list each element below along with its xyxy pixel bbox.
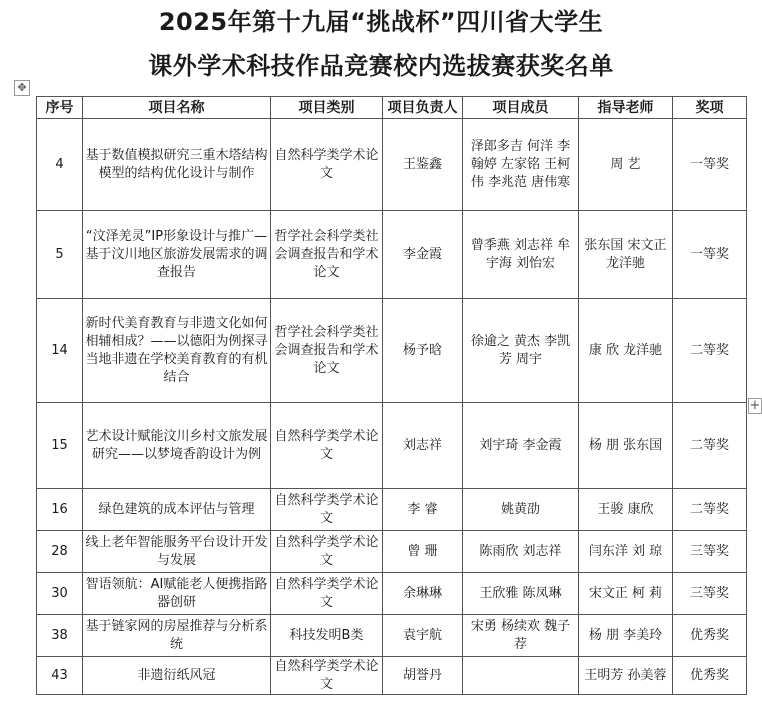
- cell-members: 泽郎多吉 何洋 李翰婷 左家铭 王柯伟 李兆范 唐伟寒: [463, 119, 579, 211]
- awards-table: [36, 96, 747, 695]
- cell-name: 艺术设计赋能汶川乡村文旅发展研究——以梦境香韵设计为例: [83, 403, 271, 489]
- cell-award: 二等奖: [673, 403, 747, 489]
- cell-name: 新时代美育教育与非遗文化如何相辅相成？——以德阳为例探寻当地非遗在学校美育教育的有机结合: [83, 299, 271, 403]
- cell-award: 一等奖: [673, 211, 747, 299]
- cell-name: 智语领航：AI赋能老人便携指路器创研: [83, 573, 271, 615]
- cell-award: 优秀奖: [673, 657, 747, 695]
- cell-award: 优秀奖: [673, 615, 747, 657]
- add-row-icon[interactable]: +: [749, 398, 761, 413]
- cell-advisors: 康 欣 龙洋驰: [579, 299, 673, 403]
- table-row: [37, 531, 747, 573]
- cell-no: 14: [37, 299, 83, 403]
- header-category: 项目类别: [271, 97, 383, 119]
- table-row: [37, 299, 747, 403]
- cell-members: 宋勇 杨续欢 魏子荐: [463, 615, 579, 657]
- cell-name: 线上老年智能服务平台设计开发与发展: [83, 531, 271, 573]
- document-title-line1: 2025年第十九届“挑战杯”四川省大学生: [158, 8, 604, 36]
- cell-name: “汶泽羌灵”IP形象设计与推广—基于汶川地区旅游发展需求的调查报告: [83, 211, 271, 299]
- cell-award: 三等奖: [673, 531, 747, 573]
- cell-leader: 杨予晗: [383, 299, 463, 403]
- cell-advisors: 王明芳 孙美蓉: [579, 657, 673, 695]
- table-row: [37, 573, 747, 615]
- cell-category: 自然科学类学术论文: [271, 531, 383, 573]
- cell-advisors: 周 艺: [579, 119, 673, 211]
- cell-leader: 余琳琳: [383, 573, 463, 615]
- cell-no: 28: [37, 531, 83, 573]
- cell-name: 非遗衍纸风冠: [83, 657, 271, 695]
- cell-leader: 王鉴鑫: [383, 119, 463, 211]
- cell-category: 自然科学类学术论文: [271, 573, 383, 615]
- cell-category: 自然科学类学术论文: [271, 657, 383, 695]
- cell-members: 姚黄劭: [463, 489, 579, 531]
- table-row: [37, 615, 747, 657]
- cell-members: [463, 657, 579, 695]
- table-row: [37, 403, 747, 489]
- cell-members: 王欣雅 陈凤琳: [463, 573, 579, 615]
- cell-advisors: 杨 朋 张东国: [579, 403, 673, 489]
- cell-leader: 胡誉丹: [383, 657, 463, 695]
- cell-no: 38: [37, 615, 83, 657]
- cell-category: 哲学社会科学类社会调查报告和学术论文: [271, 211, 383, 299]
- cell-no: 5: [37, 211, 83, 299]
- cell-advisors: 宋文正 柯 莉: [579, 573, 673, 615]
- table-row: [37, 211, 747, 299]
- cell-members: 徐逾之 黄杰 李凯芳 周宇: [463, 299, 579, 403]
- cell-advisors: 闫东洋 刘 琼: [579, 531, 673, 573]
- cell-category: 自然科学类学术论文: [271, 489, 383, 531]
- cell-name: 基于链家网的房屋推荐与分析系统: [83, 615, 271, 657]
- cell-name: 绿色建筑的成本评估与管理: [83, 489, 271, 531]
- cell-no: 16: [37, 489, 83, 531]
- header-members: 项目成员: [463, 97, 579, 119]
- cell-category: 科技发明B类: [271, 615, 383, 657]
- cell-leader: 袁宇航: [383, 615, 463, 657]
- cell-leader: 李金霞: [383, 211, 463, 299]
- header-name: 项目名称: [83, 97, 271, 119]
- cell-name: 基于数值模拟研究三重木塔结构模型的结构优化设计与制作: [83, 119, 271, 211]
- header-leader: 项目负责人: [383, 97, 463, 119]
- cell-leader: 刘志祥: [383, 403, 463, 489]
- cell-advisors: 杨 朋 李美玲: [579, 615, 673, 657]
- cell-members: 曾季燕 刘志祥 牟宇海 刘怡宏: [463, 211, 579, 299]
- table-row: [37, 657, 747, 695]
- cell-no: 43: [37, 657, 83, 695]
- cell-advisors: 王骏 康欣: [579, 489, 673, 531]
- cell-leader: 曾 珊: [383, 531, 463, 573]
- header-award: 奖项: [673, 97, 747, 119]
- cell-no: 15: [37, 403, 83, 489]
- document-title-line2: 课外学术科技作品竞赛校内选拔赛获奖名单: [148, 52, 614, 80]
- cell-no: 30: [37, 573, 83, 615]
- table-move-handle-icon[interactable]: ✥: [14, 80, 30, 96]
- cell-category: 自然科学类学术论文: [271, 403, 383, 489]
- header-no: 序号: [37, 97, 83, 119]
- cell-members: 陈雨欣 刘志祥: [463, 531, 579, 573]
- table-row: [37, 119, 747, 211]
- table-header-row: [37, 97, 747, 119]
- cell-members: 刘宇琦 李金霞: [463, 403, 579, 489]
- cell-award: 二等奖: [673, 489, 747, 531]
- cell-category: 哲学社会科学类社会调查报告和学术论文: [271, 299, 383, 403]
- cell-advisors: 张东国 宋文正 龙洋驰: [579, 211, 673, 299]
- cell-award: 一等奖: [673, 119, 747, 211]
- cell-category: 自然科学类学术论文: [271, 119, 383, 211]
- table-row: [37, 489, 747, 531]
- cell-award: 三等奖: [673, 573, 747, 615]
- cell-no: 4: [37, 119, 83, 211]
- cell-award: 二等奖: [673, 299, 747, 403]
- header-advisors: 指导老师: [579, 97, 673, 119]
- cell-leader: 李 睿: [383, 489, 463, 531]
